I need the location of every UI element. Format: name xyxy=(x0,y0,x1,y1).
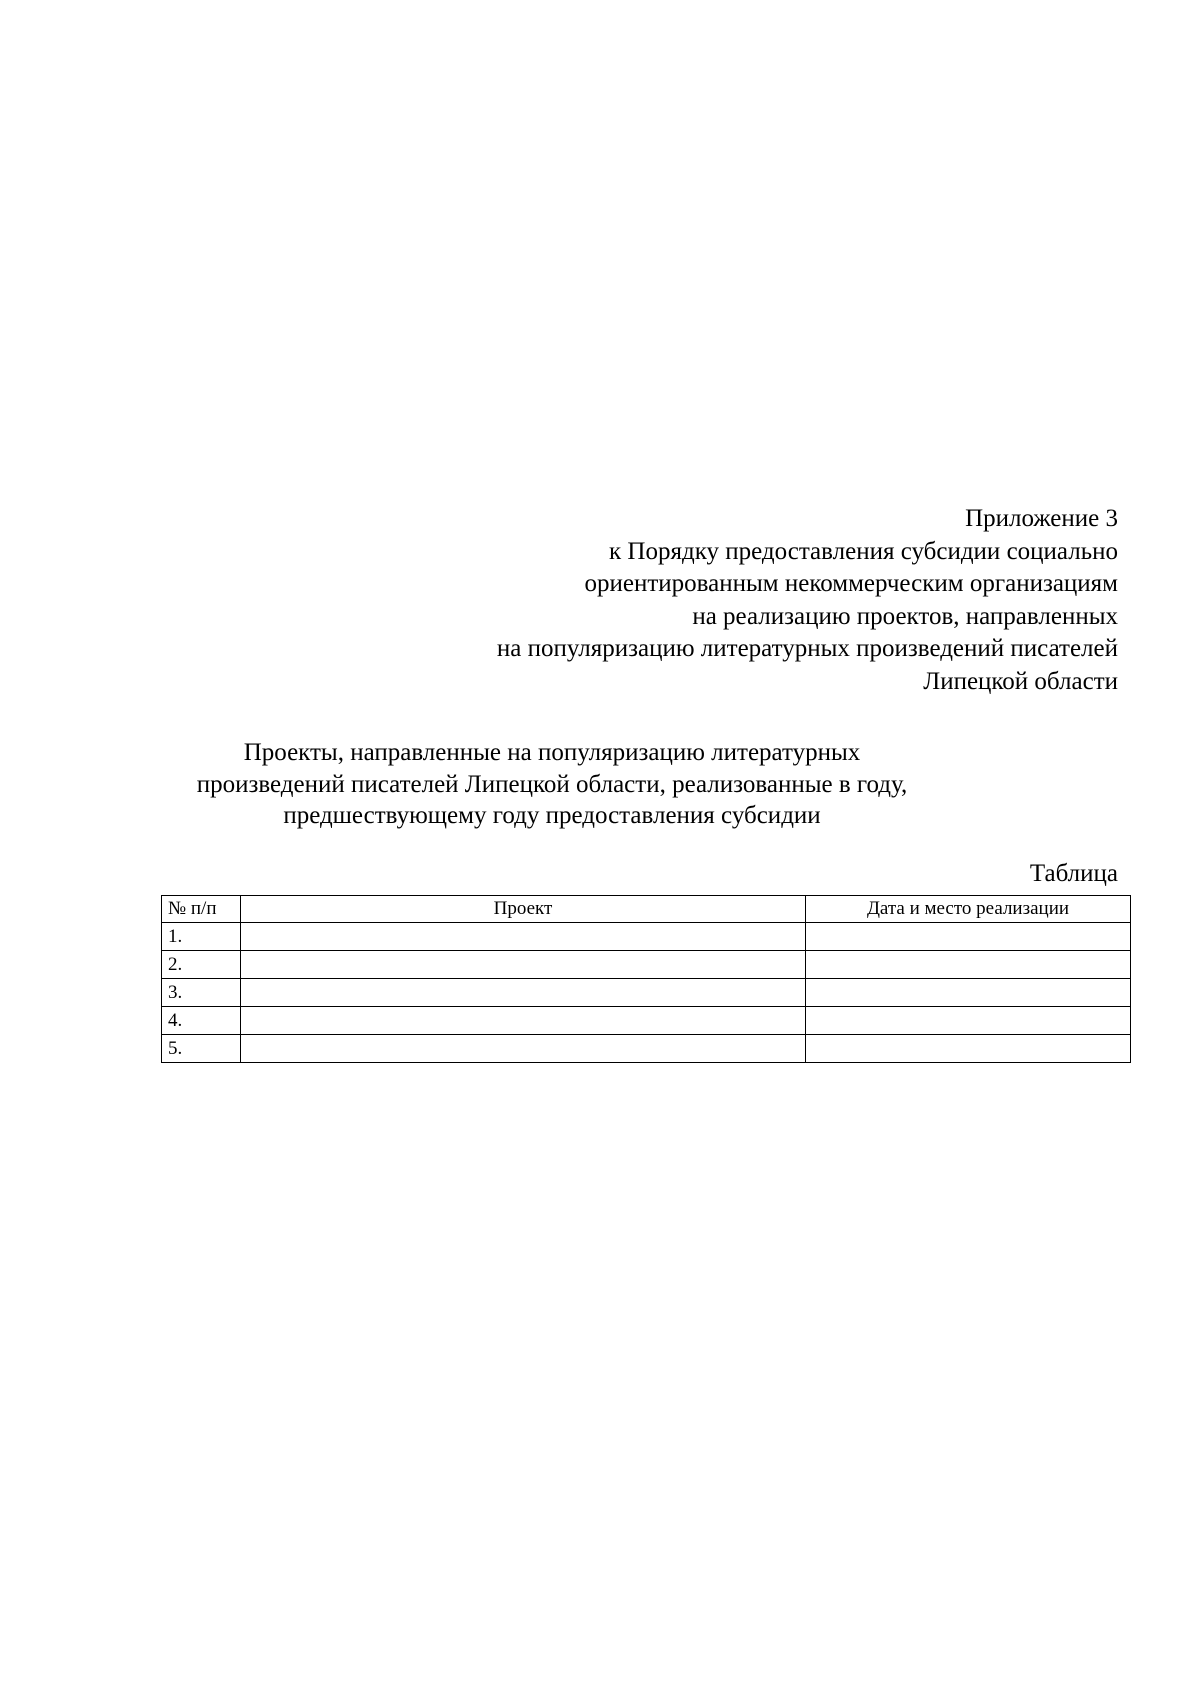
row-project xyxy=(241,979,806,1007)
row-date-place xyxy=(806,923,1131,951)
row-number: 5. xyxy=(162,1035,241,1063)
row-date-place xyxy=(806,1007,1131,1035)
row-number: 3. xyxy=(162,979,241,1007)
table-header-row xyxy=(162,896,1131,923)
projects-table xyxy=(161,895,1131,1063)
row-number: 4. xyxy=(162,1007,241,1035)
row-project xyxy=(241,951,806,979)
row-project xyxy=(241,1035,806,1063)
row-date-place xyxy=(806,951,1131,979)
row-number: 1. xyxy=(162,923,241,951)
heading-line: Проекты, направленные на популяризацию литературных xyxy=(243,739,861,766)
table-row xyxy=(162,951,1131,979)
header-date-place: Дата и место реализации xyxy=(806,896,1131,923)
document-heading xyxy=(150,737,954,832)
appendix-line: Липецкой области xyxy=(923,667,1118,695)
appendix-line: ориентированным некоммерческим организациям xyxy=(584,570,1118,597)
row-date-place xyxy=(806,1035,1131,1063)
table-row xyxy=(162,923,1131,951)
table-row xyxy=(162,1007,1131,1035)
heading-line: предшествующему году предоставления субсидии xyxy=(283,802,821,829)
row-project xyxy=(241,1007,806,1035)
appendix-title: Приложение 3 xyxy=(965,505,1118,532)
header-project: Проект xyxy=(241,896,806,923)
table-row xyxy=(162,1035,1131,1063)
appendix-line: на реализацию проектов, направленных xyxy=(692,602,1118,630)
table-caption: Таблица xyxy=(1029,860,1118,887)
row-project xyxy=(241,923,806,951)
appendix-line: к Порядку предоставления субсидии социально xyxy=(609,537,1118,565)
heading-line: произведений писателей Липецкой области, реализованные в году, xyxy=(196,770,908,798)
appendix-reference xyxy=(318,503,1118,698)
row-date-place xyxy=(806,979,1131,1007)
row-number: 2. xyxy=(162,951,241,979)
header-number: № п/п xyxy=(162,896,241,923)
appendix-line: на популяризацию литературных произведений писателей xyxy=(496,635,1118,662)
table-row xyxy=(162,979,1131,1007)
